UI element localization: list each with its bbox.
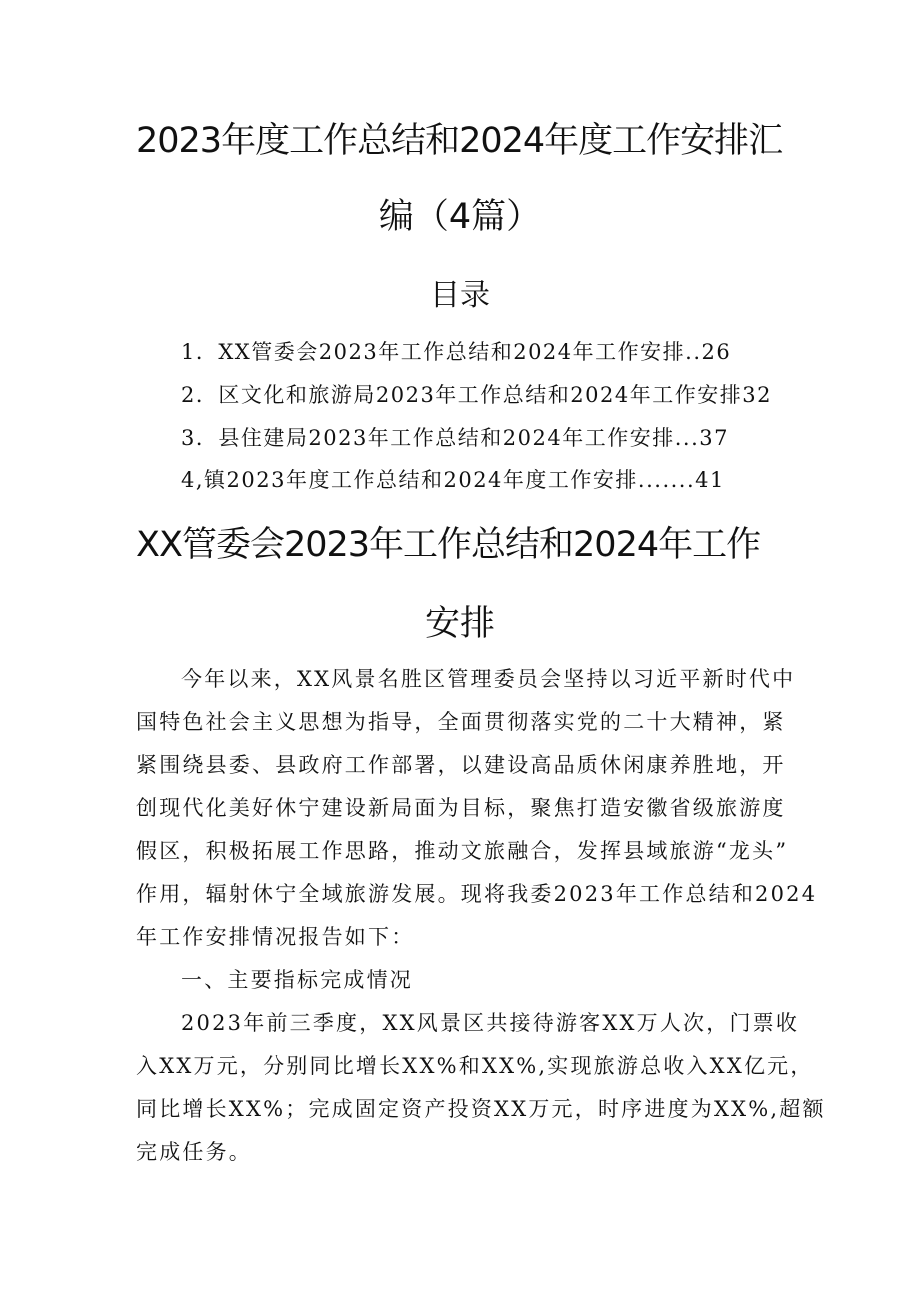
toc-item-1[interactable]: 1．XX管委会2023年工作总结和2024年工作安排..26 <box>181 340 732 364</box>
document-title-line-2: 编（4篇） <box>378 197 542 237</box>
document-title-line-1: 2023年度工作总结和2024年度工作安排汇 <box>136 121 783 161</box>
toc-item-4[interactable]: 4,镇2023年度工作总结和2024年度工作安排.......41 <box>181 468 725 492</box>
paragraph-2-line-1: 2023年前三季度，XX风景区共接待游客XX万人次，门票收 <box>181 1011 800 1035</box>
toc-item-3[interactable]: 3．县住建局2023年工作总结和2024年工作安排...37 <box>181 426 729 450</box>
paragraph-1-line-2: 国特色社会主义思想为指导，全面贯彻落实党的二十大精神，紧 <box>136 710 786 734</box>
paragraph-2-line-3: 同比增长XX%；完成固定资产投资XX万元，时序进度为XX%,超额 <box>136 1097 826 1121</box>
subheading-1: 一、主要指标完成情况 <box>181 968 413 992</box>
paragraph-1-line-7: 年工作安排情况报告如下： <box>136 925 415 949</box>
paragraph-2-line-2: 入XX万元，分别同比增长XX%和XX%,实现旅游总收入XX亿元， <box>136 1054 814 1078</box>
toc-heading: 目录 <box>430 278 490 313</box>
section-title-line-1: XX管委会2023年工作总结和2024年工作 <box>136 525 761 565</box>
paragraph-1-line-6: 作用，辐射休宁全域旅游发展。现将我委2023年工作总结和2024 <box>136 882 818 906</box>
paragraph-2-line-4: 完成任务。 <box>136 1140 252 1164</box>
paragraph-1-line-3: 紧围绕县委、县政府工作部署，以建设高品质休闲康养胜地，开 <box>136 753 786 777</box>
paragraph-1-line-1: 今年以来，XX风景名胜区管理委员会坚持以习近平新时代中 <box>181 667 796 691</box>
section-title-line-2: 安排 <box>424 604 495 644</box>
toc-item-2[interactable]: 2．区文化和旅游局2023年工作总结和2024年工作安排32 <box>181 383 772 407</box>
paragraph-1-line-4: 创现代化美好休宁建设新局面为目标，聚焦打造安徽省级旅游度 <box>136 796 786 820</box>
paragraph-1-line-5: 假区，积极拓展工作思路，推动文旅融合，发挥县域旅游“龙头” <box>136 839 789 863</box>
